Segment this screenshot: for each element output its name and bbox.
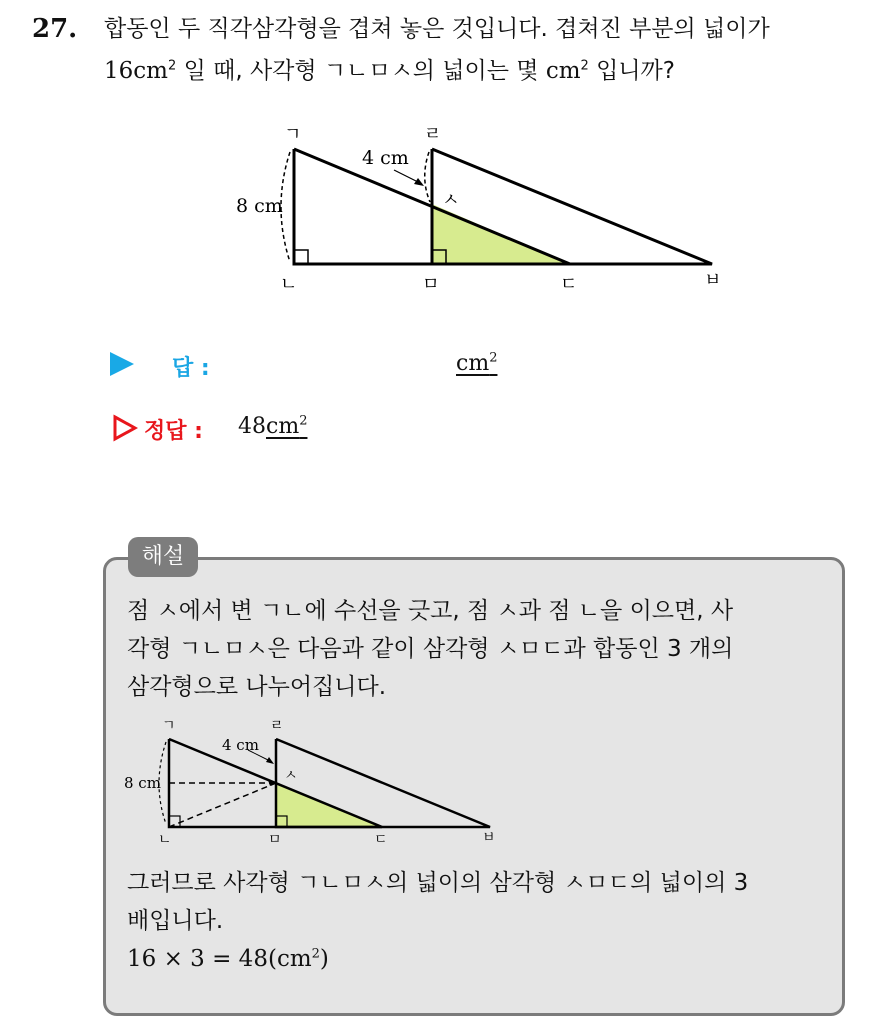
calc-expression: 16 × 3 = 48(: [127, 946, 277, 972]
calc-end: ): [319, 946, 329, 972]
len4-pointer-head-small: [266, 757, 274, 764]
label-b: ㅂ: [704, 270, 722, 291]
label-g-small: ㄱ: [162, 718, 176, 734]
right-angle-mark-n: [294, 250, 308, 264]
given-area-value: 16: [104, 58, 134, 84]
answer-arrow-icon: [110, 352, 134, 376]
explanation-line3: 삼각형으로 나누어집니다.: [127, 674, 387, 700]
correct-label: 정답 :: [144, 419, 203, 444]
answer-label: 답 :: [172, 356, 210, 381]
label-d: ㄷ: [560, 274, 578, 295]
question-mid: 일 때, 사각형 ㄱㄴㅁㅅ의 넓이는 몇: [176, 58, 546, 84]
explanation-line4: 그러므로 사각형 ㄱㄴㅁㅅ의 넓이의 삼각형 ㅅㅁㄷ의 넓이의 3: [127, 870, 749, 896]
label-s-small: ㅅ: [284, 768, 298, 784]
answer-unit-text: cm: [456, 351, 490, 376]
len4-brace: [425, 152, 430, 202]
given-area-unit: cm: [133, 58, 168, 84]
correct-number: 48: [238, 414, 266, 439]
label-r: ㄹ: [424, 124, 442, 145]
explanation-line1: 점 ㅅ에서 변 ㄱㄴ에 수선을 긋고, 점 ㅅ과 점 ㄴ을 이으면, 사: [127, 598, 734, 624]
correct-unit-exp: 2: [299, 413, 308, 429]
calc-unit: cm: [276, 946, 312, 972]
label-n-small: ㄴ: [158, 832, 172, 848]
label-b-small: ㅂ: [482, 830, 496, 846]
question-unit-exp: 2: [580, 58, 589, 74]
label-len8-small: 8 cm: [124, 774, 161, 792]
label-len4-small: 4 cm: [222, 736, 259, 754]
label-m: ㅁ: [422, 274, 440, 295]
len4-pointer-head: [414, 178, 424, 186]
explanation-calculation: [127, 944, 329, 974]
question-unit: cm: [545, 58, 581, 84]
label-m-small: ㅁ: [268, 832, 282, 848]
label-len8: 8 cm: [236, 195, 283, 217]
label-s: ㅅ: [442, 190, 460, 211]
correct-unit: [266, 414, 307, 439]
divided-triangles-figure: [110, 712, 510, 852]
overlapping-triangles-figure: [220, 112, 740, 302]
label-d-small: ㄷ: [374, 832, 388, 848]
label-n: ㄴ: [280, 274, 298, 295]
question-text-line2: [104, 56, 675, 86]
explanation-line5: 배입니다.: [127, 908, 224, 934]
question-end: 입니까?: [588, 58, 675, 84]
diagonal-dashed: [169, 783, 276, 827]
calc-unit-exp: 2: [311, 946, 320, 962]
question-text-line1: 합동인 두 직각삼각형을 겹쳐 놓은 것입니다. 겹쳐진 부분의 넓이가: [104, 16, 770, 42]
label-g: ㄱ: [284, 124, 302, 145]
correct-arrow-icon: [112, 414, 138, 442]
label-len4: 4 cm: [362, 147, 409, 169]
given-area-exp: 2: [167, 58, 177, 74]
explanation-tab: 해설: [128, 537, 198, 577]
answer-unit-exp: 2: [489, 350, 498, 366]
question-number: 27.: [32, 14, 78, 44]
correct-unit-text: cm: [266, 414, 300, 439]
answer-unit: [456, 351, 497, 376]
correct-value: [238, 414, 307, 439]
label-r-small: ㄹ: [270, 718, 284, 734]
explanation-line2: 각형 ㄱㄴㅁㅅ은 다음과 같이 삼각형 ㅅㅁㄷ과 합동인 3 개의: [127, 636, 734, 662]
